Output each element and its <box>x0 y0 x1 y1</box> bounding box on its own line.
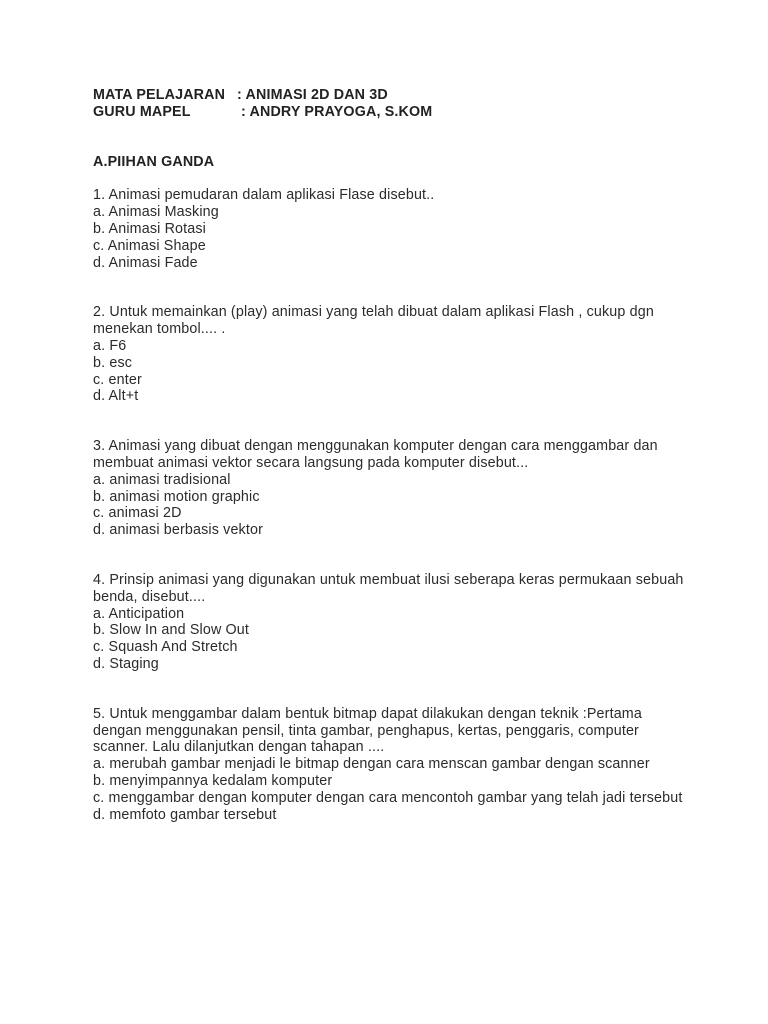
option-a: a. merubah gambar menjadi le bitmap dengan cara menscan gambar dengan scanner <box>93 756 650 773</box>
option-a: a. F6 <box>93 337 127 354</box>
question-2 <box>93 304 693 405</box>
option-d: d. Staging <box>93 655 159 672</box>
option-d: d. memfoto gambar tersebut <box>93 806 277 823</box>
option-d: d. Alt+t <box>93 388 139 405</box>
option-d: d. animasi berbasis vektor <box>93 522 263 539</box>
subject-value: : ANIMASI 2D DAN 3D <box>237 87 388 103</box>
option-a: a. Anticipation <box>93 605 185 622</box>
option-b: b. esc <box>93 354 133 371</box>
option-c: c. Squash And Stretch <box>93 639 238 656</box>
question-4 <box>93 572 693 673</box>
question-3 <box>93 438 693 539</box>
question-text: 3. Animasi yang dibuat dengan menggunakan komputer dengan cara menggambar dan membuat animasi vektor secara langsung pada komputer disebut... <box>93 438 658 471</box>
teacher-value: : ANDRY PRAYOGA, S.KOM <box>241 103 433 120</box>
document-page <box>93 87 693 823</box>
teacher-line <box>93 104 693 121</box>
teacher-label: GURU MAPEL <box>93 103 191 120</box>
option-b: b. menyimpannya kedalam komputer <box>93 772 333 789</box>
option-b: b. animasi motion graphic <box>93 488 260 505</box>
question-text: 2. Untuk memainkan (play) animasi yang telah dibuat dalam aplikasi Flash , cukup dgn menekan tombol.... . <box>93 304 654 338</box>
option-b: b. Animasi Rotasi <box>93 220 207 237</box>
question-text: 5. Untuk menggambar dalam bentuk bitmap dapat dilakukan dengan teknik :Pertama dengan menggunakan pensil, tinta gambar, penghapus, kertas, penggaris, computer scanner. Lalu dilanjutkan dengan tahapan .... <box>93 705 642 756</box>
option-a: a. animasi tradisional <box>93 471 231 488</box>
option-d: d. Animasi Fade <box>93 254 198 271</box>
section-title: A.PIIHAN GANDA <box>93 153 215 170</box>
option-c: c. menggambar dengan komputer dengan cara mencontoh gambar yang telah jadi tersebut <box>93 789 683 806</box>
subject-line <box>93 87 693 104</box>
question-1 <box>93 187 693 271</box>
option-c: c. enter <box>93 371 142 388</box>
question-text: 1. Animasi pemudaran dalam aplikasi Flase disebut.. <box>93 187 435 204</box>
option-c: c. Animasi Shape <box>93 237 206 254</box>
question-text: 4. Prinsip animasi yang digunakan untuk membuat ilusi seberapa keras permukaan sebuah benda, disebut.... <box>93 571 684 605</box>
question-5 <box>93 706 693 824</box>
option-a: a. Animasi Masking <box>93 204 219 221</box>
subject-label: MATA PELAJARAN <box>93 87 226 103</box>
option-c: c. animasi 2D <box>93 505 182 522</box>
option-b: b. Slow In and Slow Out <box>93 622 250 639</box>
